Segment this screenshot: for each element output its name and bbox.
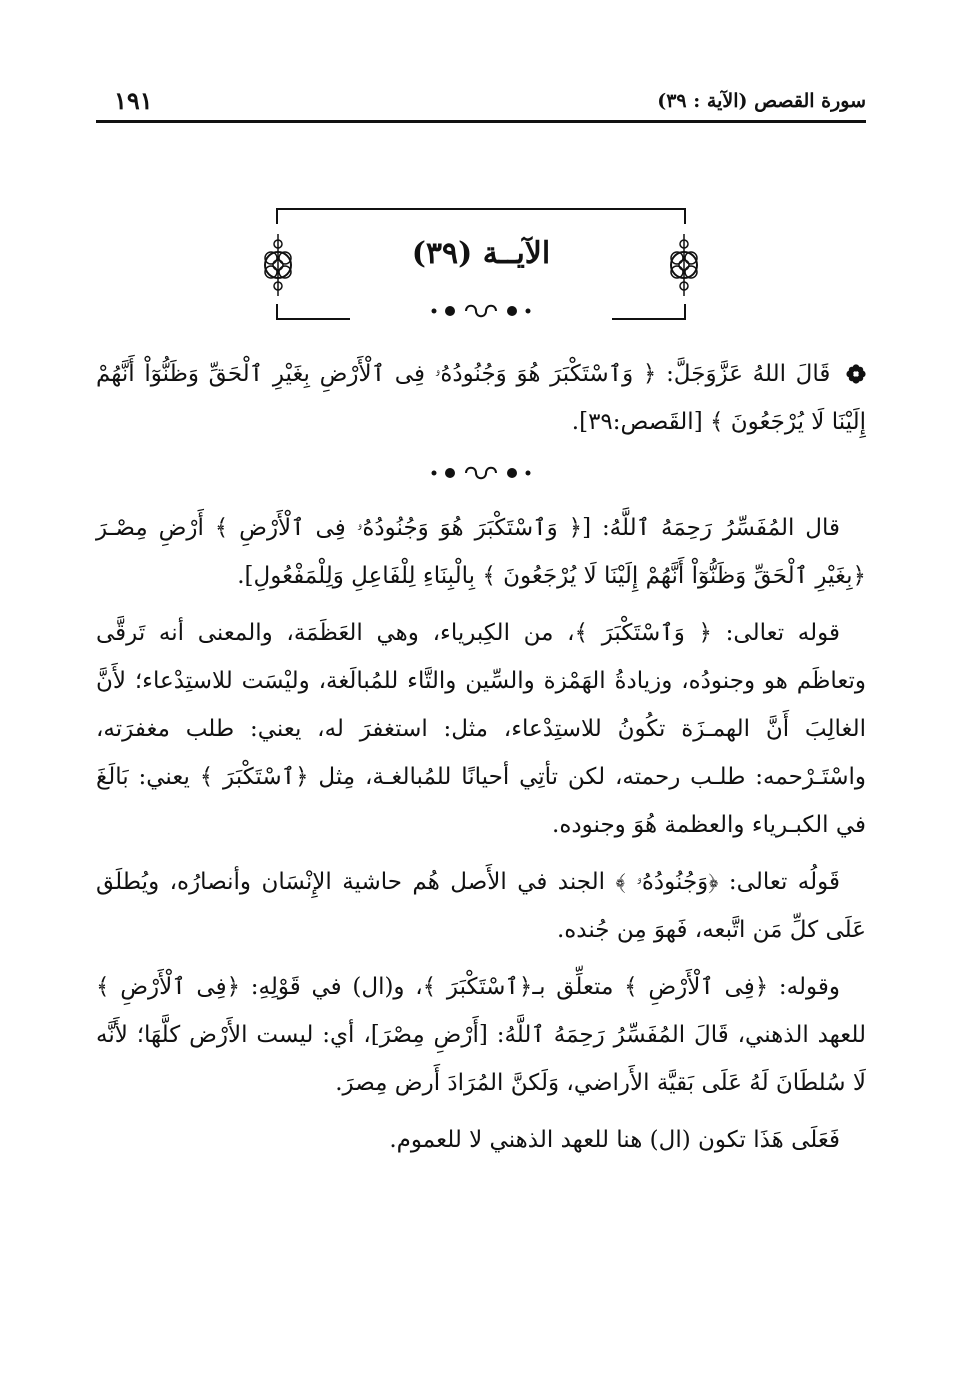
commentary-paragraph: وقوله: ﴿فِى ٱلْأَرْضِ ﴾ متعلِّق بـ﴿ٱسْتَكْبَرَ ﴾، و(ال) في قَوْلِهِ: ﴿فِى ٱلْأَرْضِ ﴾ للعهد الذهني، قَالَ المُفَسِّرُ رَحِمَهُ ٱللَّهُ: [أَرْضِ مِصْرَ]، أي: ليست الأَرْض كلَّهَا؛ لأَنَّه لَا سُلطَانَ لَهُ عَلَى بَقيَّة الأَراضي، وَلَكنَّ المُرَادَ أَرض مِصرَ. (96, 974, 866, 1096)
flower-bullet-icon (846, 364, 866, 384)
frame-top-border (276, 208, 686, 224)
verse-reference: [القَصص:٣٩]. (571, 409, 703, 435)
page-number: ١٩١ (114, 86, 153, 115)
commentary-paragraph: قال المُفَسِّرُ رَحِمَهُ ٱللَّهُ: [﴿ وَٱسْتَكْبَرَ هُوَ وَجُنُودُهُۥ فِى ٱلْأَرْضِ ﴾ أَرْضِ مِصْـرَ ﴿بِغَيْرِ ٱلْحَقِّ وَظَنُّوٓاْ أَنَّهُمْ إِلَيْنَا لَا يُرْجَعُونَ ﴾ بِالْبِنَاءِ لِلْفَاعِلِ وَلِلْمَفْعُولِ]. (96, 515, 866, 589)
ayah-title-frame (272, 208, 690, 320)
commentary-paragraph: قَولُه تعالى: ﴿وَجُنُودُهُۥ ﴾ الجند في الأَصل هُم حاشية الإِنْسَان وأنصارُه، ويُطلَق عَلَى كلِّ مَن اتَّبعه، فَهوَ مِن جُنده. (96, 869, 866, 943)
running-header (96, 82, 866, 118)
commentary-paragraph: قوله تعالى: ﴿ وَٱسْتَكْبَرَ ﴾، من الكِبرياء، وهي العَظَمَة، والمعنى أنه تَرقَّى وتعاظَم هو وجنودُه، وزيادةُ الهَمْزة والسِّين والتَّاء للمُبالَغة، وليْسَت للاستِدْعاء؛ لأَنَّ الغالِبَ أَنَّ الهمـزَة تكُونُ للاستِدْعاء، مثل: استغفرَ له، يعني: طلب مغفرَته، واسْتَـرْحمه: طلـب رحمته، لكن تأتِي أحيانًا للمُبالغـة، مِثل ﴿ٱسْتَكْبَرَ ﴾ يعني: بَالَغَ في الكبـرياء والعظمة هُوَ وجنوده. (96, 620, 866, 838)
divider-ornament-icon (426, 464, 536, 482)
verse-paragraph (96, 350, 866, 446)
commentary-paragraph: فَعَلَى هَذَا تكون (ال) هنا للعهد الذهني لا للعموم. (389, 1127, 840, 1153)
verse-text: ﴿ وَٱسْتَكْبَرَ هُوَ وَجُنُودُهُۥ فِى ٱلْأَرْضِ بِغَيْرِ ٱلْحَقِّ وَظَنُّوٓاْ أَنَّهُمْ إِلَيْنَا لَا يُرْجَعُونَ ﴾ (96, 361, 866, 435)
page-body (96, 350, 866, 1173)
frame-bottom-left-border (276, 304, 350, 320)
divider-ornament-icon (426, 302, 536, 320)
frame-bottom-right-border (612, 304, 686, 320)
ayah-heading: الآيــة (٣٩) (411, 236, 551, 271)
header-rule (96, 120, 866, 123)
running-title: سورة القصص (الآية : ٣٩) (657, 90, 866, 112)
verse-intro: قَالَ اللهُ عَزَّوَجَلَّ: (666, 361, 831, 387)
